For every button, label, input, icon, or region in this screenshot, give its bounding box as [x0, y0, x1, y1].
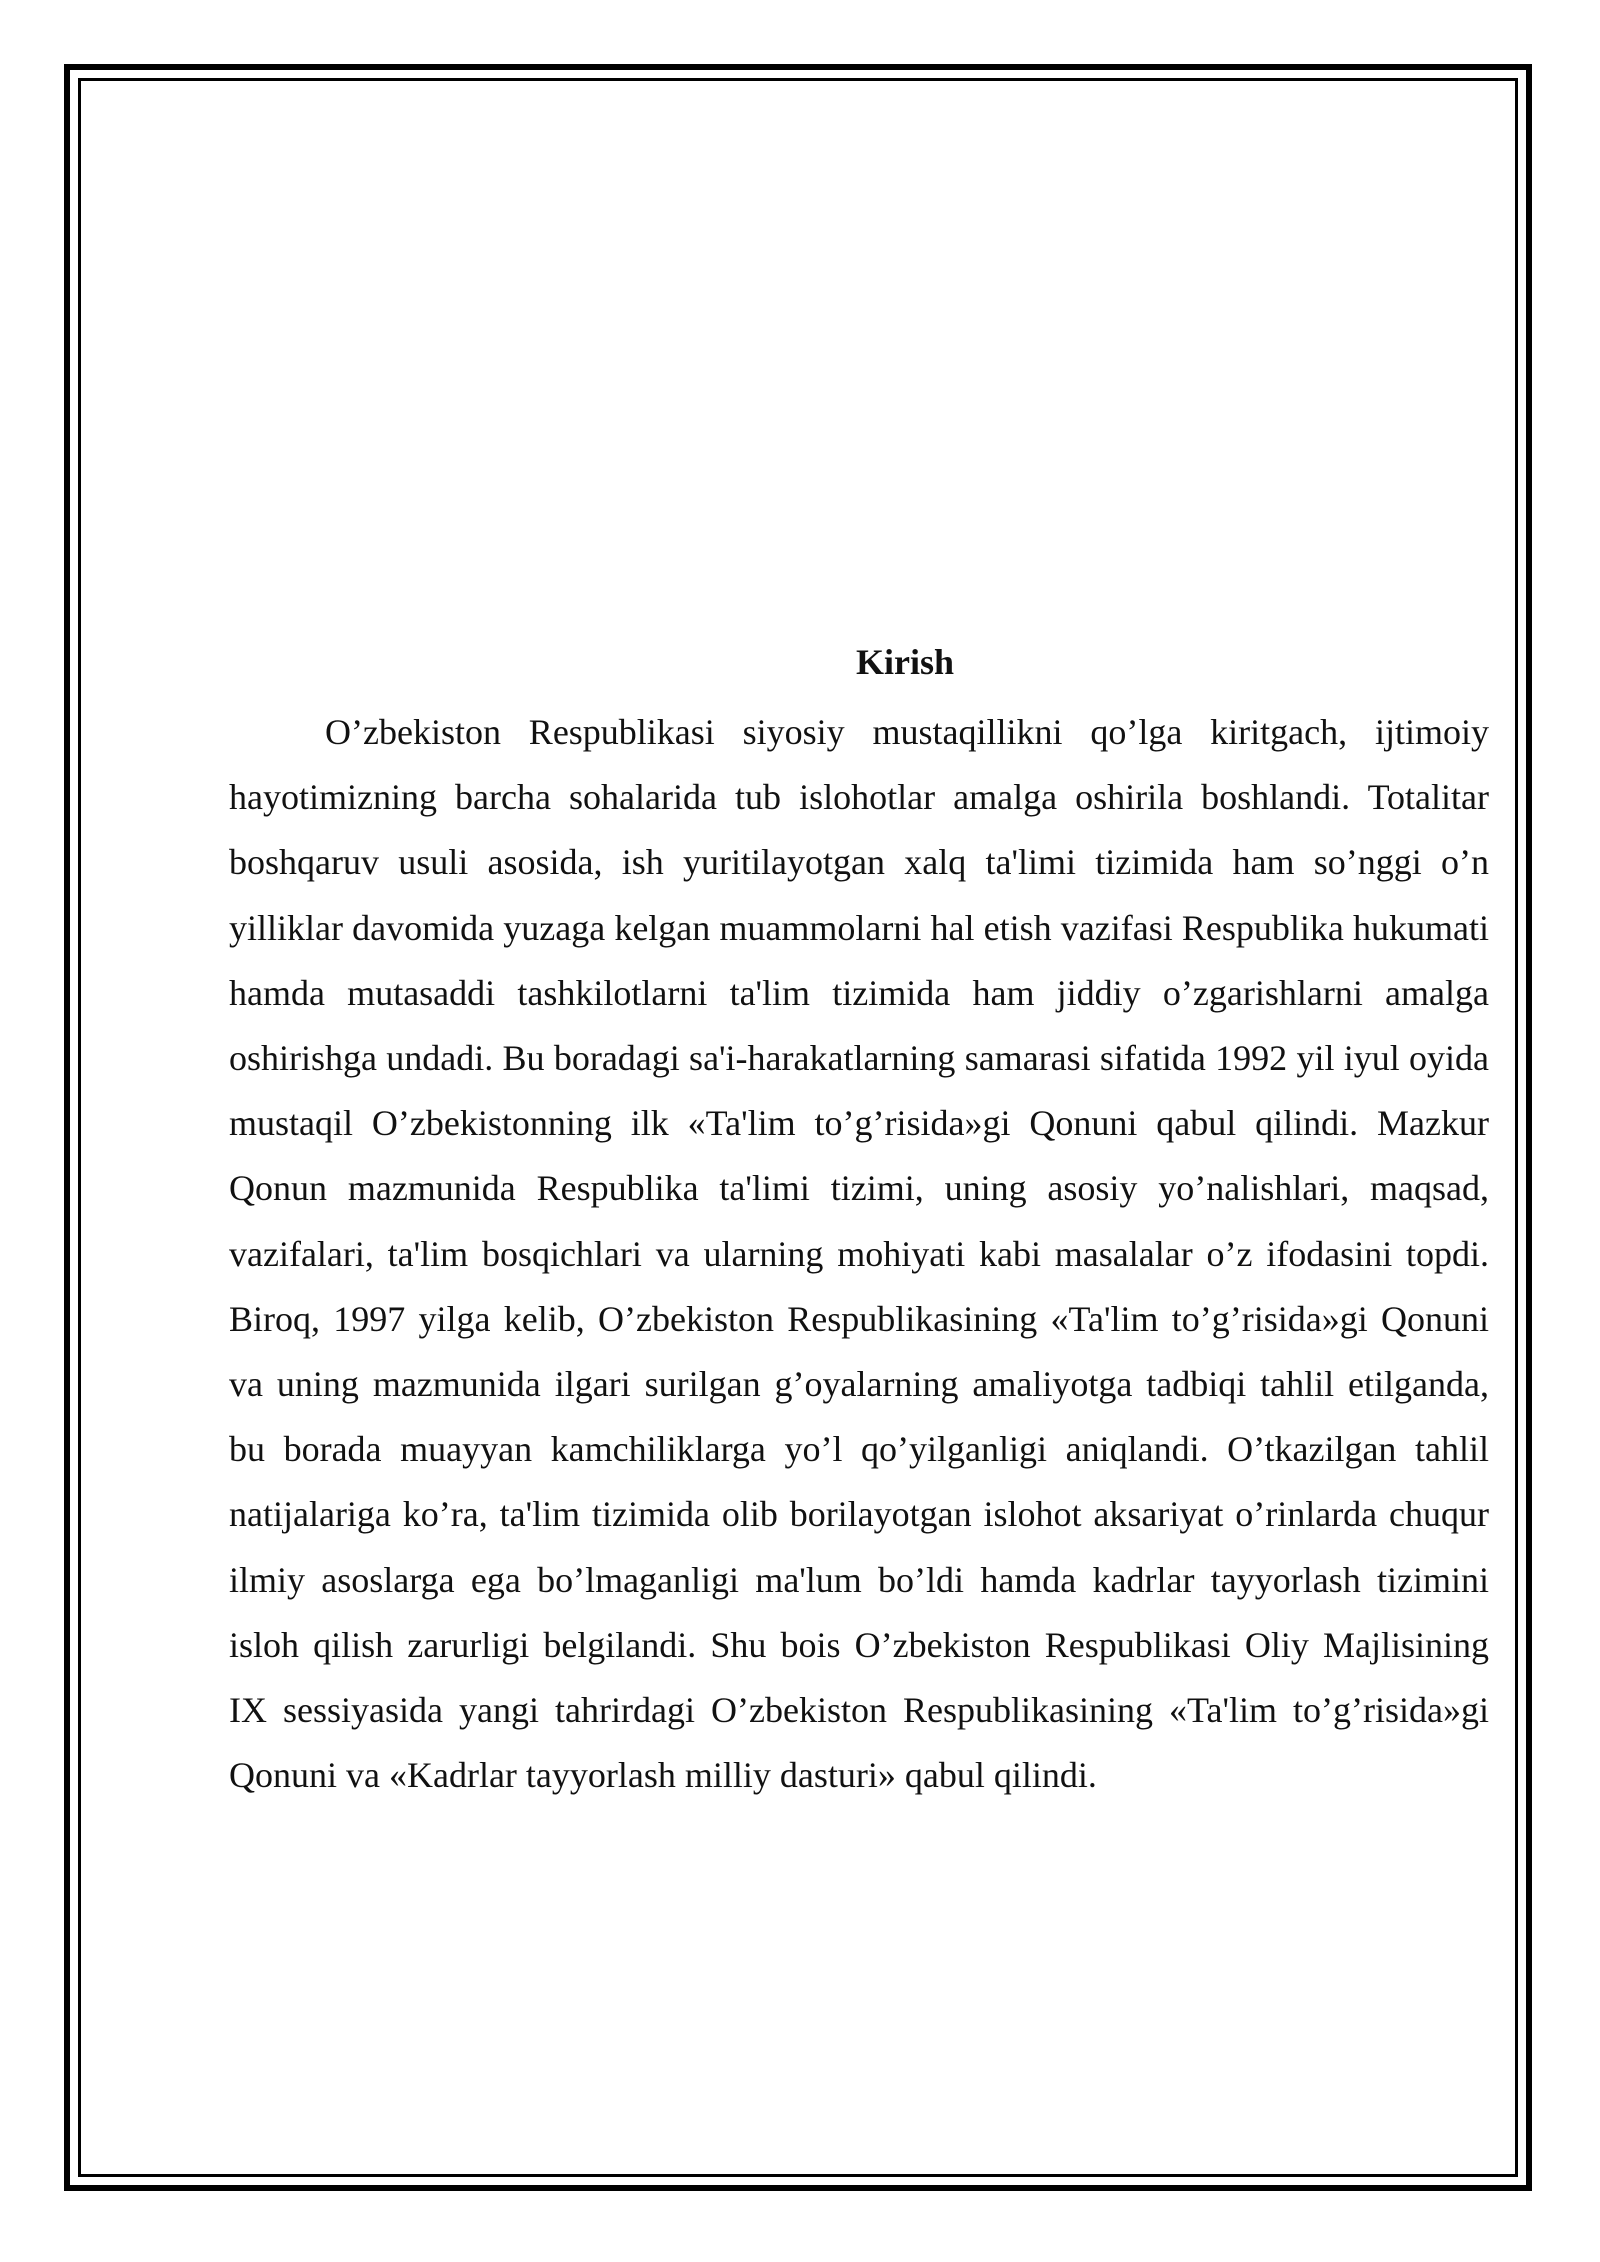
section-heading: Kirish: [855, 642, 954, 682]
body-paragraph: O’zbekiston Respublikasi siyosiy mustaqillikni qo’lga kiritgach, ijtimoiy hayotimizning barcha sohalarida tub islohotlar amalga oshirila boshlandi. Totalitar boshqaruv usuli asosida, ish yuritilayotgan xalq ta'limi tizimida ham so’nggi o’n yilliklar davomida yuzaga kelgan muammolarni hal etish vazifasi Respublika hukumati hamda mutasaddi tashkilotlarni ta'lim tizimida ham jiddiy o’zgarishlarni amalga oshirishga undadi. Bu boradagi sa'i-harakatlarning samarasi sifatida 1992 yil iyul oyida mustaqil O’zbekistonning ilk «Ta'lim to’g’risida»gi Qonuni qabul qilindi. Mazkur Qonun mazmunida Respublika ta'limi tizimi, uning asosiy yo’nalishlari, maqsad, vazifalari, ta'lim bosqichlari va ularning mohiyati kabi masalalar o’z ifodasini topdi. Biroq, 1997 yilga kelib, O’zbekiston Respublikasining «Ta'lim to’g’risida»gi Qonuni va uning mazmunida ilgari surilgan g’oyalarning amaliyotga tadbiqi tahlil etilganda, bu borada muayyan kamchiliklarga yo’l qo’yilganligi aniqlandi. O’tkazilgan tahlil natijalariga ko’ra, ta'lim tizimida olib borilayotgan islohot aksariyat o’rinlarda chuqur ilmiy asoslarga ega bo’lmaganligi ma'lum bo’ldi hamda kadrlar tayyorlash tizimini isloh qilish zarurligi belgilandi. Shu bois O’zbekiston Respublikasi Oliy Majlisining IX sessiyasida yangi tahrirdagi O’zbekiston Respublikasining «Ta'lim to’g’risida»gi Qonuni va «Kadrlar tayyorlash milliy dasturi» qabul qilindi.: [229, 712, 1489, 1796]
